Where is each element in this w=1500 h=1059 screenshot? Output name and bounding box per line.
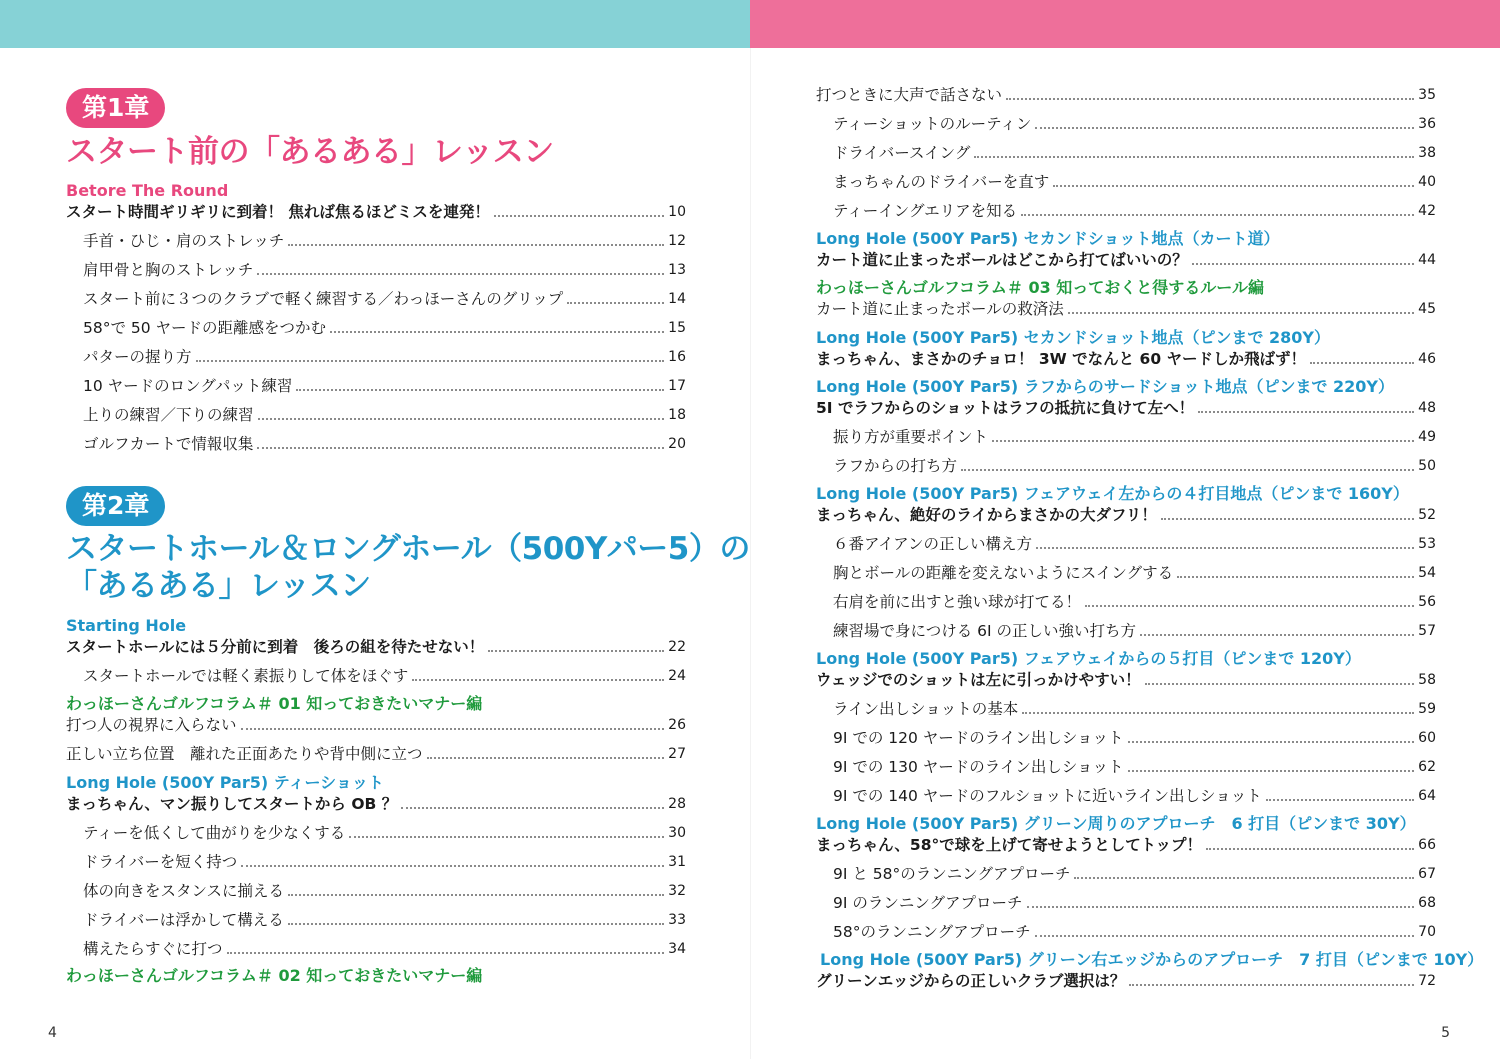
top-color-band-right: [750, 0, 1500, 48]
toc-entry-page: 26: [668, 717, 686, 733]
dot-leader: [1128, 741, 1415, 743]
toc-entry-title: スタート前に３つのクラブで軽く練習する／わっほーさんのグリップ: [83, 290, 564, 308]
toc-entry-page: 42: [1418, 203, 1436, 219]
dot-leader: [412, 679, 664, 681]
toc-entry[interactable]: [83, 852, 686, 872]
toc-entry-page: 17: [668, 378, 686, 394]
toc-entry-title: ティーイングエリアを知る: [833, 202, 1018, 220]
toc-entry-page: 53: [1418, 536, 1436, 552]
page-gutter: [750, 48, 751, 1059]
toc-entry[interactable]: [83, 881, 686, 901]
column-heading: わっほーさんゴルフコラム＃ 02 知っておきたいマナー編: [66, 966, 483, 985]
toc-entry[interactable]: [833, 592, 1436, 612]
dot-leader: [1074, 877, 1414, 879]
toc-entry[interactable]: [833, 699, 1436, 719]
toc-entry-page: 18: [668, 407, 686, 423]
toc-entry-page: 44: [1418, 252, 1436, 268]
toc-entry[interactable]: [83, 231, 686, 251]
chapter-2-badge: 第2章: [66, 486, 165, 526]
toc-entry-title: ウェッジでのショットは左に引っかけやすい！: [816, 671, 1141, 689]
toc-entry-title: まっちゃん、絶好のライからまさかの大ダフリ！: [816, 506, 1157, 524]
toc-entry-title: 10 ヤードのロングパット練習: [83, 377, 293, 395]
toc-entry[interactable]: [83, 260, 686, 280]
dot-leader: [1085, 605, 1414, 607]
dot-leader: [1027, 906, 1415, 908]
toc-entry-title: 58°のランニングアプローチ: [833, 923, 1031, 941]
toc-entry-page: 58: [1418, 672, 1436, 688]
toc-entry-title: 練習場で身につける 6I の正しい強い打ち方: [833, 622, 1136, 640]
toc-entry-title: カート道に止まったボールの救済法: [816, 300, 1064, 318]
dot-leader: [241, 865, 664, 867]
page-number-right: 5: [1441, 1025, 1450, 1041]
toc-entry-title: 振り方が重要ポイント: [833, 428, 989, 446]
toc-entry-page: 13: [668, 262, 686, 278]
toc-entry[interactable]: [833, 114, 1436, 134]
chapter-1-badge: 第1章: [66, 88, 165, 128]
toc-entry[interactable]: [83, 434, 686, 454]
toc-entry-page: 49: [1418, 429, 1436, 445]
toc-entry-title: 正しい立ち位置 離れた正面あたりや背中側に立つ: [66, 745, 423, 763]
section-heading: Long Hole (500Y Par5) ラフからのサードショット地点（ピンまで 220Y）: [816, 377, 1394, 396]
toc-entry-title: まっちゃん、58°で球を上げて寄せようとしてトップ！: [816, 836, 1202, 854]
toc-entry-title: パターの握り方: [83, 348, 192, 366]
toc-entry-page: 54: [1418, 565, 1436, 581]
toc-entry-title: カート道に止まったボールはどこから打てばいいの？: [816, 251, 1188, 269]
dot-leader: [330, 331, 664, 333]
toc-entry-title: ドライバーは浮かして構える: [83, 911, 284, 929]
dot-leader: [1206, 848, 1414, 850]
toc-entry-page: 62: [1418, 759, 1436, 775]
toc-entry-page: 31: [668, 854, 686, 870]
column-heading: わっほーさんゴルフコラム＃ 01 知っておきたいマナー編: [66, 694, 483, 713]
toc-entry[interactable]: [83, 666, 686, 686]
toc-entry-page: 34: [668, 941, 686, 957]
chapter-2-title-line-1: スタートホール＆ロングホール（500Yパー5）の: [66, 531, 750, 567]
toc-entry-title: 右肩を前に出すと強い球が打てる！: [833, 593, 1082, 611]
toc-entry-title: ティーを低くして曲がりを少なくする: [83, 824, 346, 842]
dot-leader: [1068, 312, 1414, 314]
toc-entry[interactable]: [833, 456, 1436, 476]
dot-leader: [257, 273, 664, 275]
toc-entry[interactable]: [833, 893, 1436, 913]
toc-entry-title: 9I での 120 ヤードのライン出しショット: [833, 729, 1124, 747]
toc-entry-title: まっちゃん、マン振りしてスタートから OB ？: [66, 795, 398, 813]
dot-leader: [227, 952, 665, 954]
toc-entry-title: 構えたらすぐに打つ: [83, 940, 223, 958]
toc-entry[interactable]: [83, 910, 686, 930]
section-heading: Long Hole (500Y Par5) グリーン周りのアプローチ 6 打目（ピンまで 30Y）: [816, 814, 1416, 833]
dot-leader: [992, 440, 1414, 442]
toc-entry[interactable]: [833, 143, 1436, 163]
toc-entry-page: 20: [668, 436, 686, 452]
toc-entry[interactable]: [83, 376, 686, 396]
toc-entry-page: 50: [1418, 458, 1436, 474]
dot-leader: [1177, 576, 1414, 578]
toc-entry-title: ラフからの打ち方: [833, 457, 958, 475]
dot-leader: [288, 923, 664, 925]
dot-leader: [1140, 634, 1414, 636]
dot-leader: [427, 757, 665, 759]
toc-entry-title: 9I での 130 ヤードのライン出しショット: [833, 758, 1124, 776]
toc-entry-page: 46: [1418, 351, 1436, 367]
toc-entry-title: 9I での 140 ヤードのフルショットに近いライン出しショット: [833, 787, 1262, 805]
toc-entry-page: 15: [668, 320, 686, 336]
toc-entry-title: 手首・ひじ・肩のストレッチ: [83, 232, 285, 250]
dot-leader: [1022, 712, 1414, 714]
toc-entry-page: 28: [668, 796, 686, 812]
toc-entry-title: ライン出しショットの基本: [833, 700, 1019, 718]
section-heading: Long Hole (500Y Par5) セカンドショット地点（ピンまで 280Y）: [816, 328, 1330, 347]
toc-entry[interactable]: [816, 299, 1436, 319]
dot-leader: [1161, 518, 1414, 520]
toc-entry-title: ドライバーを短く持つ: [83, 853, 238, 871]
dot-leader: [401, 807, 664, 809]
toc-entry[interactable]: [816, 670, 1436, 690]
toc-entry[interactable]: [816, 349, 1436, 369]
toc-entry-page: 40: [1418, 174, 1436, 190]
toc-entry[interactable]: [66, 744, 686, 764]
toc-entry-title: まっちゃん、まさかのチョロ！ 3W でなんと 60 ヤードしか飛ばず！: [816, 350, 1307, 368]
toc-entry-title: 肩甲骨と胸のストレッチ: [83, 261, 254, 279]
toc-entry-page: 45: [1418, 301, 1436, 317]
section-heading: Long Hole (500Y Par5) フェアウェイからの５打目（ピンまで 120Y）: [816, 649, 1361, 668]
toc-entry-title: ドライバースイング: [833, 144, 971, 162]
toc-entry[interactable]: [83, 347, 686, 367]
dot-leader: [1021, 214, 1414, 216]
page-number-left: 4: [48, 1025, 57, 1041]
toc-entry-page: 22: [668, 639, 686, 655]
toc-entry[interactable]: [816, 971, 1436, 991]
toc-entry-page: 30: [668, 825, 686, 841]
toc-entry-page: 10: [668, 204, 686, 220]
toc-entry[interactable]: [833, 427, 1436, 447]
dot-leader: [1128, 770, 1415, 772]
dot-leader: [494, 215, 664, 217]
dot-leader: [349, 836, 664, 838]
dot-leader: [961, 469, 1414, 471]
toc-entry[interactable]: [83, 939, 686, 959]
dot-leader: [1035, 935, 1415, 937]
toc-entry-title: 体の向きをスタンスに揃える: [83, 882, 285, 900]
toc-entry-page: 52: [1418, 507, 1436, 523]
toc-entry-page: 12: [668, 233, 686, 249]
toc-entry-page: 72: [1418, 973, 1436, 989]
dot-leader: [296, 389, 664, 391]
toc-entry-page: 27: [668, 746, 686, 762]
toc-entry[interactable]: [816, 505, 1436, 525]
section-heading: Betore The Round: [66, 181, 229, 200]
toc-entry-page: 38: [1418, 145, 1436, 161]
toc-entry-title: 58°で 50 ヤードの距離感をつかむ: [83, 319, 327, 337]
toc-entry-title: 9I のランニングアプローチ: [833, 894, 1023, 912]
top-color-band-left: [0, 0, 750, 48]
toc-entry-title: 打つ人の視界に入らない: [66, 716, 237, 734]
section-heading: Starting Hole: [66, 616, 187, 635]
toc-entry-page: 36: [1418, 116, 1436, 132]
toc-entry-title: スタート時間ギリギリに到着！ 焦れば焦るほどミスを連発！: [66, 203, 490, 221]
toc-entry[interactable]: [833, 621, 1436, 641]
toc-entry[interactable]: [816, 398, 1436, 418]
section-heading: Long Hole (500Y Par5) セカンドショット地点（カート道）: [816, 229, 1280, 248]
section-heading: Long Hole (500Y Par5) フェアウェイ左からの４打目地点（ピンまで 160Y）: [816, 484, 1409, 503]
toc-entry[interactable]: [66, 794, 686, 814]
toc-entry-title: グリーンエッジからの正しいクラブ選択は？: [816, 972, 1126, 990]
toc-entry-page: 60: [1418, 730, 1436, 746]
toc-entry-title: まっちゃんのドライバーを直す: [833, 173, 1050, 191]
toc-entry-title: ティーショットのルーティン: [833, 115, 1032, 133]
dot-leader: [1035, 127, 1414, 129]
toc-entry-page: 33: [668, 912, 686, 928]
toc-entry[interactable]: [66, 202, 686, 222]
dot-leader: [258, 418, 665, 420]
section-heading: Long Hole (500Y Par5) グリーン右エッジからのアプローチ 7 打目（ピンまで 10Y）: [820, 950, 1484, 969]
chapter-1-title: スタート前の「あるある」レッスン: [66, 134, 554, 170]
toc-entry-page: 35: [1418, 87, 1436, 103]
toc-entry-page: 67: [1418, 866, 1436, 882]
toc-entry-title: ６番アイアンの正しい構え方: [833, 535, 1033, 553]
toc-entry-page: 14: [668, 291, 686, 307]
toc-entry-page: 57: [1418, 623, 1436, 639]
dot-leader: [1198, 411, 1414, 413]
dot-leader: [1145, 683, 1415, 685]
toc-entry-page: 64: [1418, 788, 1436, 804]
dot-leader: [288, 894, 664, 896]
dot-leader: [974, 156, 1414, 158]
dot-leader: [1310, 362, 1414, 364]
toc-entry-title: スタートホールでは軽く素振りして体をほぐす: [83, 667, 409, 685]
toc-entry-page: 32: [668, 883, 686, 899]
dot-leader: [1053, 185, 1414, 187]
toc-entry-title: 上りの練習／下りの練習: [83, 406, 254, 424]
toc-entry[interactable]: [833, 172, 1436, 192]
toc-entry[interactable]: [816, 85, 1436, 105]
dot-leader: [567, 302, 664, 304]
dot-leader: [488, 650, 664, 652]
dot-leader: [288, 244, 664, 246]
toc-entry[interactable]: [833, 864, 1436, 884]
toc-entry[interactable]: [83, 823, 686, 843]
toc-entry[interactable]: [833, 563, 1436, 583]
dot-leader: [196, 360, 665, 362]
toc-entry-title: 5I でラフからのショットはラフの抵抗に負けて左へ！: [816, 399, 1195, 417]
toc-entry[interactable]: [833, 786, 1436, 806]
toc-entry[interactable]: [66, 637, 686, 657]
toc-entry[interactable]: [833, 534, 1436, 554]
toc-entry[interactable]: [833, 201, 1436, 221]
dot-leader: [241, 728, 665, 730]
toc-entry[interactable]: [833, 728, 1436, 748]
toc-entry-page: 16: [668, 349, 686, 365]
toc-entry-page: 59: [1418, 701, 1436, 717]
dot-leader: [1006, 98, 1414, 100]
toc-entry-page: 66: [1418, 837, 1436, 853]
toc-entry[interactable]: [83, 289, 686, 309]
dot-leader: [1266, 799, 1414, 801]
toc-entry-title: 9I と 58°のランニングアプローチ: [833, 865, 1071, 883]
toc-entry-page: 70: [1418, 924, 1436, 940]
toc-entry-title: 打つときに大声で話さない: [816, 86, 1003, 104]
toc-entry-title: ゴルフカートで情報収集: [83, 435, 254, 453]
toc-entry-page: 68: [1418, 895, 1436, 911]
toc-entry[interactable]: [83, 405, 686, 425]
dot-leader: [1129, 984, 1414, 986]
dot-leader: [1192, 263, 1414, 265]
column-heading: わっほーさんゴルフコラム＃ 03 知っておくと得するルール編: [816, 278, 1264, 297]
toc-entry[interactable]: [66, 715, 686, 735]
section-heading: Long Hole (500Y Par5) ティーショット: [66, 773, 384, 792]
toc-entry-page: 24: [668, 668, 686, 684]
toc-entry[interactable]: [833, 757, 1436, 777]
dot-leader: [257, 447, 664, 449]
toc-entry-page: 56: [1418, 594, 1436, 610]
dot-leader: [1036, 547, 1414, 549]
toc-entry[interactable]: [833, 922, 1436, 942]
chapter-2-title-line-2: 「あるある」レッスン: [66, 568, 371, 604]
toc-entry[interactable]: [816, 250, 1436, 270]
toc-entry-page: 48: [1418, 400, 1436, 416]
toc-entry[interactable]: [816, 835, 1436, 855]
toc-entry-title: 胸とボールの距離を変えないようにスイングする: [833, 564, 1174, 582]
toc-entry[interactable]: [83, 318, 686, 338]
toc-entry-title: スタートホールには５分前に到着 後ろの組を待たせない！: [66, 638, 485, 656]
